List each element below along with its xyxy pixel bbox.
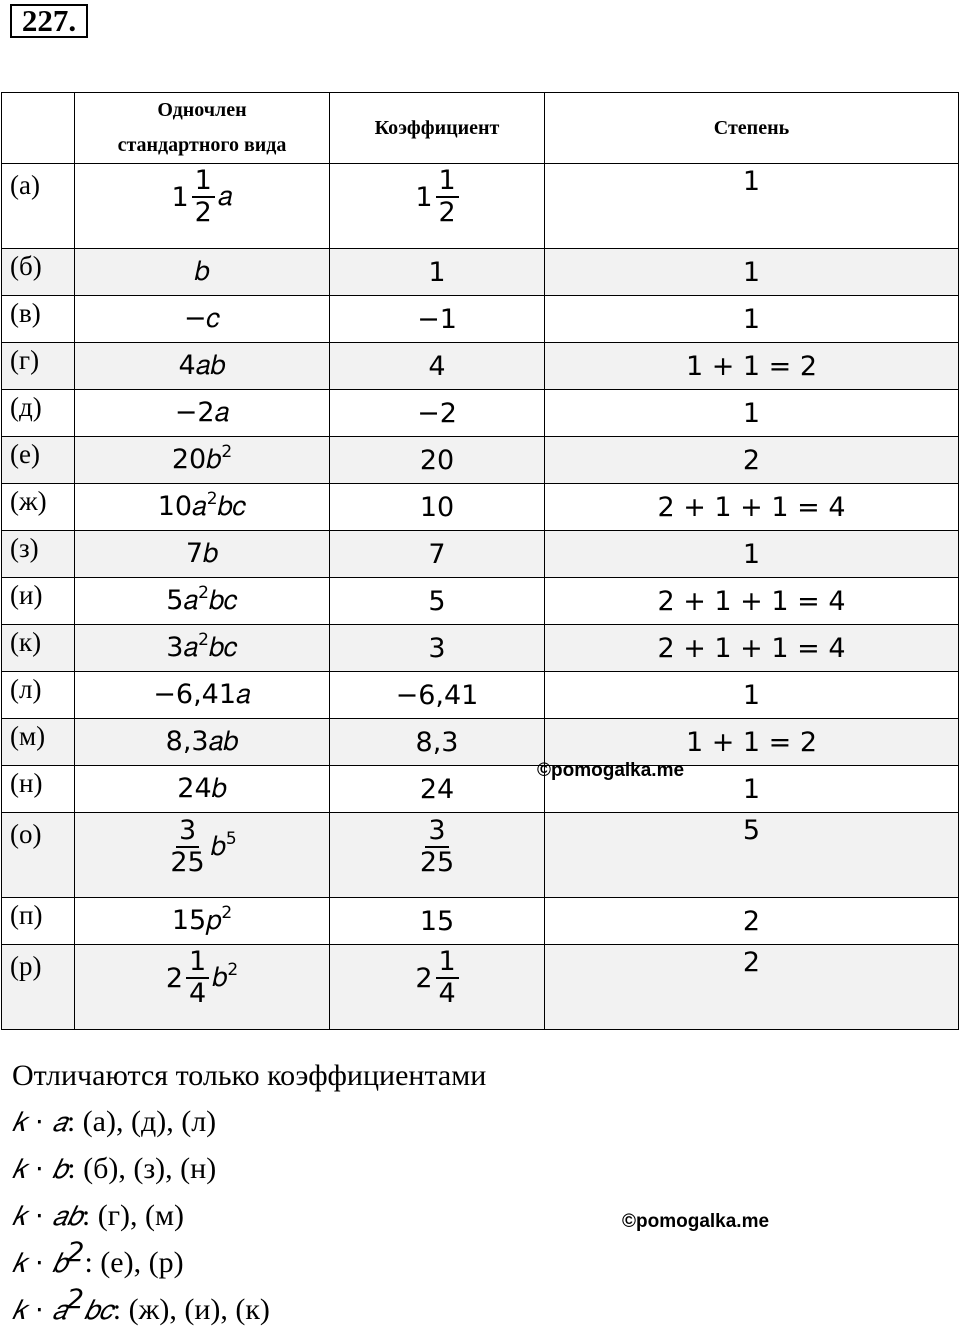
table-row (2, 898, 959, 945)
row-label: (е) (2, 437, 75, 484)
coefficient-cell: −2 (330, 390, 545, 437)
degree-cell: 1 (545, 390, 959, 437)
whole-part: 2 (415, 962, 433, 994)
fraction (167, 816, 207, 878)
table-row (2, 531, 959, 578)
answer-line (12, 1193, 486, 1240)
exponent: 2 (198, 630, 209, 650)
coefficient-cell: −6,41 (330, 672, 545, 719)
degree-cell: 1 (545, 164, 959, 249)
answer-expression: 𝑘 ⋅ 𝑎 (12, 1107, 67, 1138)
monomial-variable (218, 181, 233, 213)
degree-cell: 1 (545, 249, 959, 296)
coefficient-cell: −1 (330, 296, 545, 343)
row-label: (г) (2, 343, 75, 390)
fraction-numerator: 1 (436, 947, 459, 979)
monomial-table (1, 92, 959, 1030)
degree-cell: 1 (545, 531, 959, 578)
answer-expression: 𝑘 ⋅ 𝑎𝑏 (12, 1201, 82, 1232)
fraction (436, 166, 459, 228)
fraction-denominator: 25 (419, 847, 455, 878)
table-row (2, 296, 959, 343)
exponent: 2 (66, 1284, 85, 1315)
monomial-text: −2𝑎 (174, 397, 230, 428)
variable: 𝑏 (210, 831, 226, 862)
header-monomial-line2: стандартного вида (117, 134, 287, 156)
degree-cell: 1 (545, 766, 959, 813)
degree-cell: 1 (545, 296, 959, 343)
fraction-numerator: 3 (425, 816, 448, 848)
answer-items: : (б), (з), (н) (67, 1152, 217, 1185)
monomial-text: 8,3𝑎𝑏 (165, 726, 239, 757)
monomial-cell (75, 531, 330, 578)
coefficient-cell: 3 (330, 625, 545, 672)
answer-line (12, 1146, 486, 1193)
table-body (2, 164, 959, 1030)
row-label: (к) (2, 625, 75, 672)
table-row (2, 343, 959, 390)
fraction-numerator: 1 (192, 166, 215, 198)
fraction-numerator: 1 (186, 947, 209, 979)
row-label: (п) (2, 898, 75, 945)
monomial-cell (75, 249, 330, 296)
monomial-cell (75, 625, 330, 672)
monomial-variable (212, 962, 238, 994)
monomial-text: 3𝑎 (166, 632, 199, 663)
monomial-cell (75, 945, 330, 1030)
exponent: 2 (198, 583, 209, 603)
table-row (2, 766, 959, 813)
fraction-numerator: 1 (436, 166, 459, 198)
row-label: (б) (2, 249, 75, 296)
table-row (2, 437, 959, 484)
fraction (417, 816, 457, 878)
whole-part: 2 (165, 962, 184, 994)
row-label: (д) (2, 390, 75, 437)
coefficient-cell: 15 (330, 898, 545, 945)
header-empty (2, 93, 75, 164)
monomial-cell (75, 719, 330, 766)
row-label: (и) (2, 578, 75, 625)
watermark: ©pomogalka.me (537, 760, 685, 781)
monomial-cell (75, 672, 330, 719)
fraction (186, 947, 209, 1009)
table-row (2, 813, 959, 898)
answer-line (12, 1237, 486, 1287)
answer-items: : (г), (м) (81, 1199, 185, 1232)
monomial-text: 15𝑝 (171, 905, 222, 936)
row-label: (ж) (2, 484, 75, 531)
monomial-text: 20𝑏 (171, 444, 222, 475)
coefficient-cell: 10 (330, 484, 545, 531)
answer-expression: 𝑘 ⋅ 𝑏 (12, 1154, 68, 1185)
answer-expression: 𝑘 ⋅ 𝑏 (12, 1248, 68, 1279)
table-row (2, 578, 959, 625)
coefficient-cell: 5 (330, 578, 545, 625)
degree-cell: 2 (545, 437, 959, 484)
variable: 𝑎 (217, 181, 233, 212)
monomial-text: −𝑐 (183, 303, 221, 334)
answer-expression-tail: 𝑏𝑐 (84, 1295, 113, 1326)
table-row (2, 719, 959, 766)
coefficient-cell (330, 164, 545, 249)
row-label: (р) (2, 945, 75, 1030)
table-header-row (2, 93, 959, 164)
coefficient-mixed-number (415, 166, 458, 228)
table-row (2, 164, 959, 249)
fraction-denominator: 25 (170, 847, 205, 878)
whole-part: 1 (415, 181, 433, 213)
task-number: 227. (10, 4, 88, 38)
monomial-cell (75, 898, 330, 945)
monomial-text: −6,41𝑎 (153, 679, 251, 710)
table-row (2, 484, 959, 531)
degree-cell: 2 + 1 + 1 = 4 (545, 625, 959, 672)
exponent: 2 (227, 960, 239, 980)
answer-items: : (е), (р) (84, 1246, 184, 1279)
row-label: (в) (2, 296, 75, 343)
table-row (2, 945, 959, 1030)
coefficient-cell: 1 (330, 249, 545, 296)
table-row (2, 249, 959, 296)
coefficient-cell: 4 (330, 343, 545, 390)
exponent: 2 (221, 442, 233, 462)
row-label: (з) (2, 531, 75, 578)
monomial-text: 10𝑎 (157, 491, 207, 522)
coefficient-mixed-number (417, 816, 457, 878)
exponent: 5 (225, 829, 237, 849)
fraction-numerator: 3 (176, 816, 199, 848)
answer-expression: 𝑘 ⋅ 𝑎 (12, 1295, 67, 1326)
whole-part: 1 (171, 181, 189, 213)
coefficient-cell (330, 945, 545, 1030)
row-label: (н) (2, 766, 75, 813)
monomial-cell (75, 390, 330, 437)
fraction (192, 166, 215, 228)
exponent: 2 (221, 903, 233, 923)
monomial-text: 5𝑎 (166, 585, 199, 616)
degree-cell: 1 + 1 = 2 (545, 719, 959, 766)
monomial-text: 𝑏 (194, 256, 210, 287)
monomial-cell (75, 578, 330, 625)
degree-cell: 2 (545, 898, 959, 945)
degree-cell: 2 + 1 + 1 = 4 (545, 578, 959, 625)
degree-cell: 1 (545, 672, 959, 719)
monomial-variable (211, 831, 237, 863)
row-label: (о) (2, 813, 75, 898)
degree-cell: 1 + 1 = 2 (545, 343, 959, 390)
header-coefficient: Коэффициент (330, 93, 545, 164)
answer-heading: Отличаются только коэффициентами (12, 1059, 487, 1092)
coefficient-cell: 7 (330, 531, 545, 578)
degree-cell: 5 (545, 813, 959, 898)
coefficient-cell: 20 (330, 437, 545, 484)
exponent: 2 (206, 489, 218, 509)
monomial-cell (75, 766, 330, 813)
answer-line (12, 1284, 486, 1334)
header-degree: Степень (545, 93, 959, 164)
monomial-tail: 𝑏𝑐 (208, 585, 238, 616)
coefficient-cell (330, 813, 545, 898)
answer-items: : (ж), (и), (к) (112, 1293, 270, 1326)
monomial-mixed-number (166, 947, 238, 1009)
fraction-denominator: 4 (189, 978, 207, 1009)
monomial-mixed-number (167, 816, 236, 878)
degree-cell: 2 (545, 945, 959, 1030)
monomial-tail: 𝑏𝑐 (208, 632, 238, 663)
table-row (2, 672, 959, 719)
monomial-cell (75, 343, 330, 390)
answer-line (12, 1099, 486, 1146)
monomial-mixed-number (171, 166, 232, 228)
monomial-cell (75, 164, 330, 249)
fraction-denominator: 2 (438, 197, 456, 228)
variable: 𝑏 (212, 962, 228, 993)
answer-items: : (а), (д), (л) (66, 1105, 217, 1138)
table-row (2, 625, 959, 672)
row-label: (м) (2, 719, 75, 766)
degree-cell: 2 + 1 + 1 = 4 (545, 484, 959, 531)
monomial-tail: 𝑏𝑐 (217, 491, 247, 522)
row-label: (л) (2, 672, 75, 719)
monomial-cell (75, 437, 330, 484)
monomial-cell (75, 484, 330, 531)
coefficient-cell: 24 (330, 766, 545, 813)
coefficient-mixed-number (415, 947, 458, 1009)
exponent: 2 (67, 1237, 85, 1268)
monomial-text: 7𝑏 (185, 538, 219, 569)
header-monomial (75, 93, 330, 164)
row-label: (а) (2, 164, 75, 249)
header-monomial-line1: Одночлен (157, 99, 247, 121)
answer-block (12, 1053, 486, 1334)
fraction-denominator: 4 (438, 978, 456, 1009)
monomial-text: 4𝑎𝑏 (178, 350, 226, 381)
monomial-text: 24𝑏 (177, 773, 227, 804)
coefficient-cell: 8,3 (330, 719, 545, 766)
table-row (2, 390, 959, 437)
fraction-denominator: 2 (194, 197, 212, 228)
watermark: ©pomogalka.me (622, 1211, 770, 1232)
answer-lines (12, 1099, 486, 1334)
monomial-cell (75, 813, 330, 898)
fraction (436, 947, 459, 1009)
monomial-cell (75, 296, 330, 343)
